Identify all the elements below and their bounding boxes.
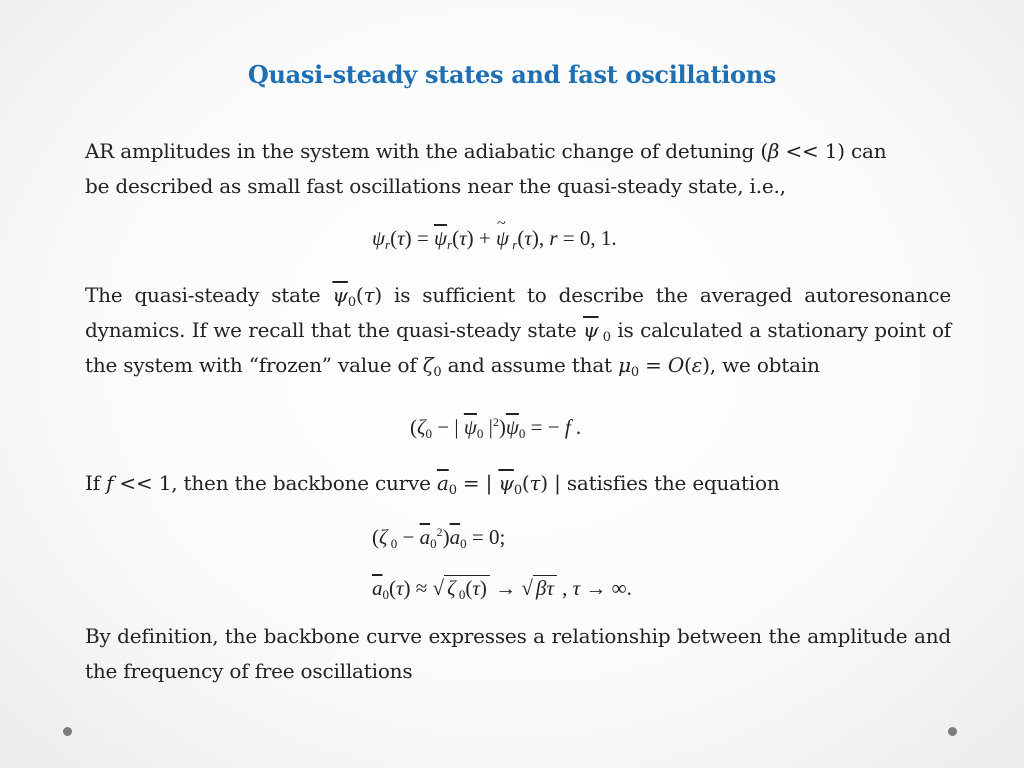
backbone-paragraph: If f << 1, then the backbone curve $\overline{a}_0$ = | $\overline{\psi}_0(\tau)$ | satisfies the equation — [85, 471, 780, 498]
equation-decomposition: $\psi_r(\tau) = \overline{\psi}_r(\tau)$ + ~ ψ $_r$(τ), r = 0, 1. — [372, 225, 617, 251]
definition-paragraph: By definition, the backbone curve expresses a relationship between the amplitude and the frequency of free oscillations — [85, 624, 951, 683]
equation-stationary-point: ($\zeta_0$ − | $\overline{\psi}_0$ $|^2)\overline{\psi}_0$ = − f . — [410, 415, 582, 441]
intro-paragraph: AR amplitudes in the system with the adiabatic change of detuning (β << 1) can be described as small fast oscillations near the quasi-steady state, i.e., — [85, 139, 887, 198]
corner-dot-right — [948, 727, 957, 736]
slide-title: Quasi-steady states and fast oscillations — [247, 60, 777, 89]
quasi-steady-paragraph: The quasi-steady state $\overline{\psi}_0(\tau)$ is sufficient to describe the averaged autoresonance dynamics. If we recall that the quasi-steady state $\overline{\psi}$ $_0$ is calculated a stationary point of the system with “frozen” value of $\zeta_0$ and assume that $\mu_0 = O(\varepsilon)$, we obtain — [85, 283, 951, 380]
corner-dot-left — [63, 727, 72, 736]
equation-asymptotic: $\overline{a}_0(\tau)$ ≈ √ ζ $_0$(τ) → √ βτ , τ → ∞. — [372, 576, 632, 602]
equation-backbone: (ζ $_0 - \overline{a}_0^2)\overline{a}_0 = 0$; — [372, 525, 506, 551]
